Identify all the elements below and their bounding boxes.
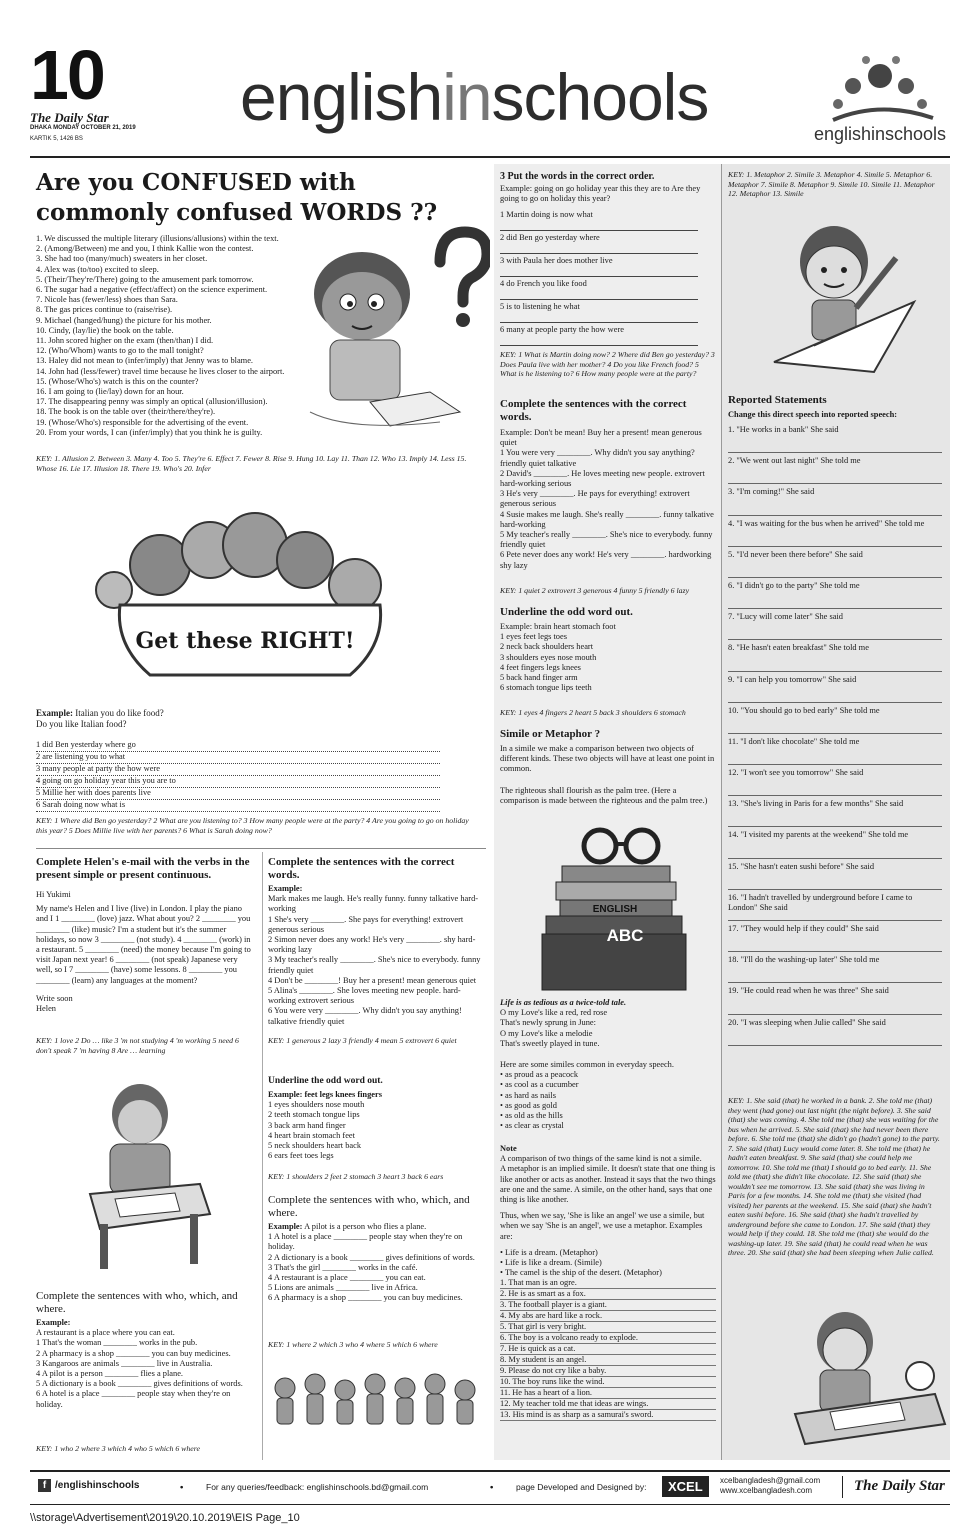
masthead-title bbox=[240, 62, 708, 132]
reported-item: 13. "She's living in Paris for a few months" She said bbox=[728, 796, 942, 827]
odd-mid-key: KEY: 1 shoulders 2 feet 2 stomach 3 heart 3 back 6 ears bbox=[268, 1172, 444, 1181]
footer bbox=[30, 1470, 950, 1505]
footer-facebook[interactable] bbox=[38, 1479, 139, 1492]
helen-name: Helen bbox=[36, 1004, 56, 1014]
kids-row-illustration-icon bbox=[270, 1368, 482, 1440]
reported-item: 3. "I'm coming!" She said bbox=[728, 484, 942, 515]
helen-key: KEY: 1 love 2 Do … like 3 'm not studying 4 'm working 5 need 6 don't speak 7 'm having 8 Are … learning bbox=[36, 1036, 239, 1055]
who-which-mid-item: 5 Lions are animals ________ live in Africa. bbox=[268, 1283, 418, 1293]
reported-item: 15. "She hasn't eaten sushi before" She said bbox=[728, 859, 942, 890]
confused-key: KEY: 1. Allusion 2. Between 3. Many 4. Too 5. They're 6. Effect 7. Fewer 8. Rise 9. Hung 10. Lay 11. Than 12. Who 13. Imply 14. Less 15. Whose 16. Lie 17. Illusion 18. There 19. Who's 20. Infer bbox=[36, 454, 467, 473]
confused-item: 1. We discussed the multiple literary (illusions/allusions) within the text. bbox=[36, 234, 279, 243]
odd-mid-list bbox=[268, 1100, 484, 1161]
odd-right-body bbox=[500, 622, 716, 693]
simile-example-item: • Life is a dream. (Metaphor) bbox=[500, 1247, 598, 1257]
reported-item: 17. "They would help if they could" She said bbox=[728, 921, 942, 952]
bullet-icon: • bbox=[180, 1482, 184, 1493]
common-intro: Here are some similes common in everyday speech. bbox=[500, 1060, 674, 1069]
book-label-abc: ABC bbox=[606, 926, 644, 945]
common-simile-item: • as cool as a cucumber bbox=[500, 1080, 579, 1090]
confused-title-line1: Are you CONFUSED with bbox=[36, 169, 356, 196]
who-which-mid-key: KEY: 1 where 2 which 3 who 4 where 5 which 6 where bbox=[268, 1340, 438, 1349]
who-which-left-item: 5 A dictionary is a book ________ gives definitions of words. bbox=[36, 1379, 243, 1389]
confused-item: 6. The sugar had a negative (effect/affect) on the science experiment. bbox=[36, 285, 268, 295]
example-question: Italian you do like food? bbox=[75, 708, 164, 718]
note-1: A comparison of two things of the same kind is not a simile. bbox=[500, 1154, 702, 1164]
confused-item: 15. (Whose/Who's) watch is this on the counter? bbox=[36, 376, 199, 386]
footer-newspaper-name: The Daily Star bbox=[854, 1478, 945, 1494]
confused-item: 3. She had too (many/much) sweaters in her closet. bbox=[36, 254, 208, 264]
correct-words-mid-key: KEY: 1 generous 2 lazy 3 friendly 4 mean 5 extrovert 6 quiet bbox=[268, 1036, 457, 1045]
odd-mid-item: 5 neck shoulders heart back bbox=[268, 1141, 362, 1151]
title-part-english: english bbox=[240, 60, 443, 134]
who-which-mid-item: 1 A hotel is a place ________ people stay when they're on holiday. bbox=[268, 1232, 463, 1252]
page-number: 10 bbox=[30, 36, 104, 114]
order-example: Example: going on go holiday year this they are to Are they going to go on holiday this year? bbox=[500, 184, 701, 204]
order-item: 2 did Ben go yesterday where bbox=[500, 233, 698, 254]
example-sentence: Example: Don't be mean! Buy her a present! mean generous quiet bbox=[500, 428, 702, 448]
reported-item: 18. "I'll do the washing-up later" She told me bbox=[728, 952, 942, 983]
who-which-left-item: 4 A pilot is a person ________ flies a plane. bbox=[36, 1369, 184, 1379]
header-rule bbox=[30, 156, 950, 158]
who-which-mid-list bbox=[268, 1232, 484, 1303]
confused-item: 18. The book is on the table over (their/there/they're). bbox=[36, 407, 216, 417]
xcel-email: xcelbangladesh@gmail.com bbox=[720, 1476, 821, 1485]
reported-item: 12. "I won't see you tomorrow" She said bbox=[728, 765, 942, 796]
get-right-banner: Get these RIGHT! bbox=[135, 628, 355, 654]
correct-words-mid-item: 6 You were very ________. Why didn't you say anything! talkative friendly quiet bbox=[268, 1006, 462, 1026]
simile-items bbox=[500, 1278, 716, 1421]
get-right-item: 3 many people at party the how were bbox=[36, 764, 440, 776]
odd-mid-title: Underline the odd word out. bbox=[268, 1076, 383, 1086]
correct-words-right-item: 2 David's ________. He loves meeting new people. extrovert hard-working serious bbox=[500, 468, 705, 489]
note-3: Thus, when we say, 'She is like an angel' we use a simile, but when we say 'She is an angel', we use a metaphor. Examples are: bbox=[500, 1211, 705, 1241]
example-label: Example: bbox=[268, 1222, 303, 1231]
simile-examples bbox=[500, 1248, 716, 1279]
who-which-left-title: Complete the sentences with who, which, and where. bbox=[36, 1290, 238, 1315]
simile-item: 5. That girl is very bright. bbox=[500, 1322, 716, 1333]
odd-right-item: 1 eyes feet legs toes bbox=[500, 632, 567, 642]
order-item: 5 is to listening he what bbox=[500, 302, 698, 323]
correct-words-right-title: Complete the sentences with the correct words. bbox=[500, 398, 687, 423]
who-which-mid-item: 4 A restaurant is a place ________ you can eat. bbox=[268, 1273, 426, 1283]
simile-common bbox=[500, 1060, 716, 1131]
helen-body: My name's Helen and I live (live) in London. I play the piano and I 1 ________ (love) jazz. What about you? 2 ________ you ________ (like) music? I'm a student but it's the summer holidays, so now 3 ________ (not study). 4 ________ (work) in a restaurant. 5 ________ (need) the money because I'm going to visit Japan next year! 6 ________ (not speak) Japanese very well, so I 7 ________ (have) some lessons. 8 ________ you ________ (learn) any languages at the moment? bbox=[36, 904, 251, 985]
example-sentence: A restaurant is a place where you can eat. bbox=[36, 1328, 175, 1338]
who-which-mid-item: 3 That's the girl ________ works in the café. bbox=[268, 1262, 418, 1272]
simile-item: 13. His mind is as sharp as a samurai's sword. bbox=[500, 1410, 716, 1421]
confused-item: 12. (Who/Whom) wants to go to the mall tonight? bbox=[36, 346, 204, 356]
order-title: 3 Put the words in the correct order. bbox=[500, 171, 655, 182]
simile-item: 12. My teacher told me that ideas are wings. bbox=[500, 1399, 716, 1410]
correct-words-mid-item: 5 Alina's ________. She loves meeting new people. hard-working extrovert serious bbox=[268, 986, 461, 1006]
column-divider bbox=[721, 164, 722, 1460]
simile-item: 2. He is as smart as a fox. bbox=[500, 1289, 716, 1300]
get-right-item: 6 Sarah doing now what is bbox=[36, 800, 440, 812]
order-list bbox=[500, 210, 698, 348]
odd-mid-example: Example: feet legs knees fingers bbox=[268, 1090, 382, 1099]
get-right-item: 1 did Ben yesterday where go bbox=[36, 740, 440, 752]
simile-item: 6. The boy is a volcano ready to explode. bbox=[500, 1333, 716, 1344]
simile-intro: In a simile we make a comparison between two objects of different kinds. These two objects will have at least one point in common. bbox=[500, 744, 715, 774]
get-right-item: 2 are listening you to what bbox=[36, 752, 440, 764]
boy-paper-plane-illustration-icon bbox=[764, 212, 934, 382]
footer-developed: page Developed and Designed by: bbox=[516, 1482, 647, 1492]
reported-item: 7. "Lucy will come later" She said bbox=[728, 609, 942, 640]
simile-item: 9. Please do not cry like a baby. bbox=[500, 1366, 716, 1377]
example-answer: Do you like Italian food? bbox=[36, 719, 127, 729]
confused-item: 19. (Whose/Who's) responsible for the advertising of the event. bbox=[36, 417, 249, 427]
example-sentence: Mark makes me laugh. He's really funny. funny talkative hard-working bbox=[268, 894, 479, 914]
common-similes bbox=[500, 1070, 716, 1131]
who-which-left-item: 6 A hotel is a place ________ people stay when they're on holiday. bbox=[36, 1389, 231, 1409]
odd-right-item: 4 feet fingers legs knees bbox=[500, 662, 581, 672]
confused-item: 20. From your words, I can (infer/imply) that you think he is guilty. bbox=[36, 427, 263, 437]
example-label: Example: bbox=[268, 884, 303, 893]
correct-words-right-item: 1 You were very ________. Why didn't you say anything? friendly quiet talkative bbox=[500, 448, 695, 468]
who-which-left-item: 3 Kangaroos are animals ________ live in Australia. bbox=[36, 1358, 213, 1368]
footer-queries: For any queries/feedback: englishinschools.bd@gmail.com bbox=[206, 1482, 429, 1492]
boy-writing-illustration-icon bbox=[70, 1074, 220, 1274]
poem-line: That's sweetly played in tune. bbox=[500, 1038, 600, 1048]
bullet-icon: • bbox=[490, 1482, 494, 1493]
confused-item: 9. Michael (hanged/hung) the picture for his mother. bbox=[36, 315, 212, 325]
odd-mid-item: 1 eyes shoulders nose mouth bbox=[268, 1100, 365, 1110]
odd-right-item: 3 shoulders eyes nose mouth bbox=[500, 652, 597, 662]
girl-writing-illustration-icon bbox=[790, 1304, 950, 1454]
confused-title bbox=[36, 168, 476, 228]
confused-item: 10. Cindy, (lay/lie) the book on the table. bbox=[36, 325, 174, 335]
odd-right-item: 6 stomach tongue lips teeth bbox=[500, 683, 592, 693]
reported-key: KEY: 1. She said (that) he worked in a bank. 2. She told me (that) they went (had gone) out last night (the night before). 3. She said (that) she was coming. 4. She told me (that) she was waiting for the bus when he arrived. 5. She said (that) she had never been there before. 6. She told me (that) she didn't go (hadn't gone) to the party. 7. She said (that) Lucy would come later. 8. She told me (that) he hadn't eaten breakfast. 9. She said (that) she could help me tomorrow. 10. She told me (that) I should go to bed early. 11. She told me (that) she didn't like chocolate. 12. She said (that) she wouldn't see me tomorrow. 13. She said (that) she was living in Paris for a few months. 14. She told me (that) she visited (had visited) her parents at the weekend. 15. She said (that) she hadn't eaten sushi before. 16. She said (that) she hadn't travelled by underground before she came to London. 17. She said (that) they would help if they could. 18. She told me (that) she would do the washing-up later. 19. She said (that) he could read when he was three. 20. She said (that) she had been sleeping when Julie called. bbox=[728, 1096, 940, 1257]
who-which-left-item: 1 That's the woman ________ works in the pub. bbox=[36, 1338, 198, 1348]
simile-example: The righteous shall flourish as the palm tree. (Here a comparison is made between the righteous and the palm tree.) bbox=[500, 786, 708, 806]
confused-item: 11. John scored higher on the exam (then/than) I did. bbox=[36, 336, 214, 346]
confused-item: 17. The disappearing penny was simply an optical (allusion/illusion). bbox=[36, 397, 268, 407]
odd-mid-item: 4 heart brain stomach feet bbox=[268, 1130, 355, 1140]
file-path: \\storage\Advertisement\2019\20.10.2019\EIS Page_10 bbox=[30, 1512, 300, 1524]
reported-item: 2. "We went out last night" She told me bbox=[728, 453, 942, 484]
reported-item: 14. "I visited my parents at the weekend" She told me bbox=[728, 827, 942, 858]
correct-words-right-list bbox=[500, 448, 716, 570]
confused-item: 16. I am going to (lie/lay) down for an hour. bbox=[36, 387, 184, 397]
correct-words-right-item: 3 He's very ________. He pays for everything! extrovert generous serious bbox=[500, 489, 690, 509]
who-which-mid-title: Complete the sentences with who, which, and where. bbox=[268, 1194, 470, 1219]
correct-words-mid-item: 2 Simon never does any work! He's very ________. shy hard-working lazy bbox=[268, 935, 476, 955]
thinking-boy-illustration-icon bbox=[290, 222, 490, 452]
get-right-item: 4 going on go holiday year this you are to bbox=[36, 776, 440, 788]
order-item: 3 with Paula her does mother live bbox=[500, 256, 698, 277]
correct-words-mid-list bbox=[268, 915, 484, 1027]
correct-words-right-body bbox=[500, 428, 716, 571]
reported-subtitle: Change this direct speech into reported speech: bbox=[728, 410, 898, 419]
reported-item: 16. "I hadn't travelled by underground before I came to London" She said bbox=[728, 890, 942, 921]
who-which-left-body bbox=[36, 1318, 258, 1410]
note-2: A metaphor is an implied simile. It doesn't state that one thing is like another or acts as another. Instead it says that the two things are one and the same. A simile, on the other hand, says that one thing is like another. bbox=[500, 1164, 716, 1205]
confused-item: 5. (Their/They're/There) going to the amusement park tomorrow. bbox=[36, 274, 254, 284]
correct-words-mid-item: 3 My teacher's really ________. She's nice to everybody. funny friendly quiet bbox=[268, 955, 481, 975]
odd-mid-body bbox=[268, 1090, 484, 1161]
reported-item: 11. "I don't like chocolate" She told me bbox=[728, 734, 942, 765]
facebook-icon: f bbox=[38, 1479, 51, 1492]
correct-words-mid-item: 4 Don't be ________! Buy her a present! mean generous quiet bbox=[268, 975, 477, 985]
odd-right-title: Underline the odd word out. bbox=[500, 606, 633, 618]
order-key: KEY: 1 What is Martin doing now? 2 Where did Ben go yesterday? 3 Does Paula live with her mother? 4 Do you like French food? 5 What is he listening to? 6 How many people were at the party? bbox=[500, 350, 715, 378]
confused-item: 8. The gas prices continue to (raise/rise). bbox=[36, 305, 173, 315]
example-label: Example: bbox=[36, 1318, 71, 1327]
simile-item: 7. He is quick as a cat. bbox=[500, 1344, 716, 1355]
get-right-example bbox=[36, 708, 476, 730]
simile-item: 8. My student is an angel. bbox=[500, 1355, 716, 1366]
helen-title: Complete Helen's e-mail with the verbs in the present simple or present continuous. bbox=[36, 856, 250, 881]
helen-greeting: Hi Yukimi bbox=[36, 890, 71, 899]
who-which-left-item: 2 A pharmacy is a shop ________ you can buy medicines. bbox=[36, 1348, 231, 1358]
sub-column-divider bbox=[262, 852, 263, 1460]
who-which-left-key: KEY: 1 who 2 where 3 which 4 who 5 which 6 where bbox=[36, 1444, 200, 1453]
title-part-in: in bbox=[442, 60, 492, 134]
dateline: DHAKA MONDAY OCTOBER 21, 2019 bbox=[30, 125, 136, 131]
reported-item: 1. "He works in a bank" She said bbox=[728, 422, 942, 453]
odd-mid-item: 2 teeth stomach tongue lips bbox=[268, 1110, 360, 1120]
odd-right-key: KEY: 1 eyes 4 fingers 2 heart 5 back 3 shoulders 6 stomach bbox=[500, 708, 686, 717]
facebook-handle: /englishinschools bbox=[55, 1480, 140, 1491]
common-simile-item: • as old as the hills bbox=[500, 1111, 563, 1121]
odd-right-item: 5 back hand finger arm bbox=[500, 673, 578, 683]
odd-mid-item: 6 ears feet toes legs bbox=[268, 1151, 334, 1161]
logo-text: englishinschools bbox=[813, 124, 947, 144]
poem-line: O my Love's like a red, red rose bbox=[500, 1008, 608, 1018]
confused-item: 4. Alex was (to/too) excited to sleep. bbox=[36, 264, 159, 274]
simile-item: 10. The boy runs like the wind. bbox=[500, 1377, 716, 1388]
note-title: Note bbox=[500, 1144, 517, 1153]
correct-words-right-item: 4 Susie makes me laugh. She's really ________. funny talkative hard-working bbox=[500, 509, 714, 529]
xcel-logo: XCEL bbox=[662, 1476, 709, 1497]
correct-words-mid-item: 1 She's very ________. She pays for everything! extrovert generous serious bbox=[268, 914, 464, 934]
correct-words-mid-body bbox=[268, 884, 484, 1027]
example-label: Example: bbox=[36, 708, 73, 718]
who-which-mid-body bbox=[268, 1222, 484, 1304]
newspaper-name: The Daily Star bbox=[30, 110, 109, 125]
odd-right-list bbox=[500, 632, 716, 693]
simile-item: 3. The football player is a giant. bbox=[500, 1300, 716, 1311]
reported-item: 20. "I was sleeping when Julie called" She said bbox=[728, 1015, 942, 1046]
who-which-left-list bbox=[36, 1338, 258, 1409]
confused-item: 13. Haley did not mean to (infer/imply) that Jenny was to blame. bbox=[36, 356, 254, 366]
reported-item: 5. "I'd never been there before" She said bbox=[728, 547, 942, 578]
order-item: 4 do French you like food bbox=[500, 279, 698, 300]
section-rule bbox=[36, 848, 486, 849]
reported-item: 4. "I was waiting for the bus when he arrived" She told me bbox=[728, 516, 942, 547]
common-simile-item: • as proud as a peacock bbox=[500, 1070, 579, 1080]
simile-poem bbox=[500, 998, 716, 1049]
odd-right-item: 2 neck back shoulders heart bbox=[500, 642, 594, 652]
confused-title-line2: commonly confused WORDS ?? bbox=[36, 199, 438, 226]
correct-words-right-key: KEY: 1 quiet 2 extrovert 3 generous 4 funny 5 friendly 6 lazy bbox=[500, 586, 690, 595]
simile-item: 4. My abs are hard like a rock. bbox=[500, 1311, 716, 1322]
reported-item: 6. "I didn't go to the party" She told me bbox=[728, 578, 942, 609]
simile-example-item: • Life is like a dream. (Simile) bbox=[500, 1258, 602, 1268]
poem-line: That's newly sprung in June: bbox=[500, 1018, 596, 1028]
book-label-english: ENGLISH bbox=[592, 904, 638, 915]
common-simile-item: • as hard as nails bbox=[500, 1090, 556, 1100]
helen-signoff: Write soon bbox=[36, 993, 73, 1003]
correct-words-right-item: 5 My teacher's really ________. She's nice to everybody. funny friendly quiet bbox=[500, 530, 713, 550]
order-item: 1 Martin doing is now what bbox=[500, 210, 698, 231]
reported-item: 8. "He hasn't eaten breakfast" She told me bbox=[728, 640, 942, 671]
masthead-block bbox=[30, 112, 136, 145]
odd-right-example: Example: brain heart stomach foot bbox=[500, 622, 616, 631]
correct-words-mid-title: Complete the sentences with the correct words. bbox=[268, 856, 455, 881]
simile-title: Simile or Metaphor ? bbox=[500, 728, 601, 740]
simile-item: 1. That man is an ogre. bbox=[500, 1278, 716, 1289]
simile-key: KEY: 1. Metaphor 2. Simile 3. Metaphor 4. Simile 5. Metaphor 6. Metaphor 7. Simile 8. Metaphor 9. Simile 10. Simile 11. Metaphor 12. Metaphor 13. Simile bbox=[728, 170, 935, 198]
poem-title: Life is as tedious as a twice-told tale. bbox=[500, 998, 627, 1007]
poem-line: O my Love's like a melodie bbox=[500, 1028, 593, 1038]
simile-item: 11. He has a heart of a lion. bbox=[500, 1388, 716, 1399]
get-right-list bbox=[36, 740, 440, 812]
xcel-website: www.xcelbangladesh.com bbox=[720, 1486, 813, 1495]
get-right-item: 5 Millie her with does parents live bbox=[36, 788, 440, 800]
confused-item: 2. (Among/Between) me and you, I think Kallie won the contest. bbox=[36, 244, 254, 254]
reported-item: 19. "He could read when he was three" She said bbox=[728, 983, 942, 1014]
correct-words-right-item: 6 Pete never does any work! He's very ________. hardworking shy lazy bbox=[500, 550, 712, 570]
kids-banner-illustration-icon bbox=[90, 505, 400, 695]
reported-item: 10. "You should go to bed early" She told me bbox=[728, 703, 942, 734]
reported-item: 9. "I can help you tomorrow" She said bbox=[728, 672, 942, 703]
confused-item: 7. Nicole has (fewer/less) shoes than Sara. bbox=[36, 295, 178, 305]
order-item: 6 many at people party the how were bbox=[500, 325, 698, 346]
example-sentence: A pilot is a person who flies a plane. bbox=[304, 1222, 427, 1231]
who-which-mid-item: 6 A pharmacy is a shop ________ you can buy medicines. bbox=[268, 1293, 463, 1303]
helen-email bbox=[36, 890, 254, 1014]
simile-example-item: • The camel is the ship of the desert. (Metaphor) bbox=[500, 1268, 662, 1278]
odd-mid-item: 3 back arm hand finger bbox=[268, 1120, 346, 1130]
confused-item: 14. John had (less/fewer) travel time because he lives closer to the airport. bbox=[36, 366, 285, 376]
dateline-bengali: KARTIK 5, 1426 BS bbox=[30, 136, 83, 142]
xcel-contact bbox=[720, 1476, 820, 1496]
reported-list bbox=[728, 422, 942, 1046]
get-right-key: KEY: 1 Where did Ben go yesterday? 2 What are you listening to? 3 How many people were at the party? 4 Are you going to go on holiday this year? 5 Does Millie live with her parents? 6 What is Sarah doing now? bbox=[36, 816, 469, 835]
who-which-mid-item: 2 A dictionary is a book ________ gives definitions of words. bbox=[268, 1252, 475, 1262]
title-part-schools: schools bbox=[491, 60, 709, 134]
common-simile-item: • as clear as crystal bbox=[500, 1121, 564, 1131]
common-simile-item: • as good as gold bbox=[500, 1100, 557, 1110]
poem-lines bbox=[500, 1008, 716, 1049]
reported-title: Reported Statements bbox=[728, 394, 827, 406]
simile-note bbox=[500, 1144, 716, 1421]
footer-divider bbox=[842, 1476, 843, 1498]
